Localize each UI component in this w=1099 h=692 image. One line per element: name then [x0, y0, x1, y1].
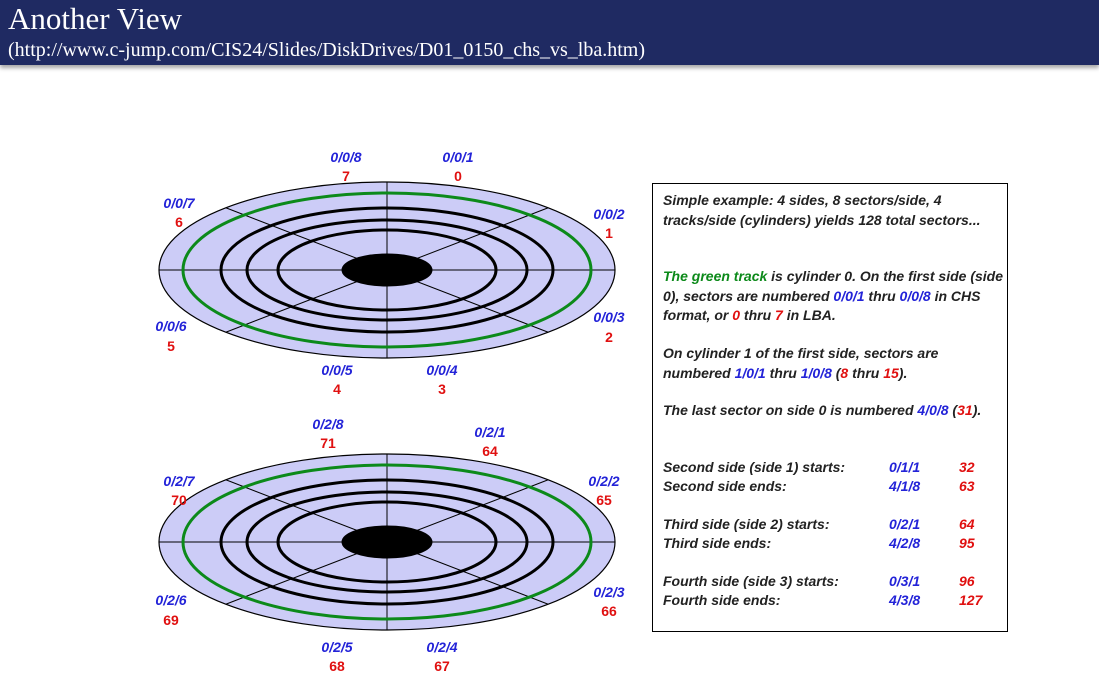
- text-run: thru: [864, 287, 900, 304]
- lba-value: 15: [883, 364, 899, 381]
- text-run: ).: [898, 364, 908, 381]
- side-range-lba: 95: [959, 535, 975, 551]
- text-run: On cylinder 1 of the first side, sectors are numbered: [663, 345, 939, 381]
- sector-chs-label: 0/2/6: [155, 592, 187, 608]
- side-range-lba: 32: [959, 459, 975, 475]
- side-range-lba: 127: [959, 592, 983, 608]
- info-box: [652, 183, 1008, 632]
- lba-value: 7: [775, 307, 783, 323]
- sector-chs-label: 0/0/2: [593, 206, 625, 222]
- sector-chs-label: 0/2/5: [321, 639, 353, 655]
- info-paragraph-summary: Simple example: 4 sides, 8 sectors/side, 4 tracks/side (cylinders) yields 128 total sectors...: [663, 192, 981, 228]
- sector-chs-label: 0/2/8: [312, 416, 344, 432]
- chs-value: 1/0/1: [734, 364, 766, 381]
- side-range-chs: 4/2/8: [889, 535, 921, 551]
- chs-value: 0/0/8: [899, 287, 931, 304]
- sector-chs-label: 0/0/4: [426, 362, 458, 378]
- text-run: thru: [848, 364, 884, 381]
- chs-value: 4/0/8: [917, 402, 949, 418]
- sector-chs-label: 0/2/4: [426, 639, 458, 655]
- sector-lba-label: 70: [171, 492, 187, 508]
- chs-value: 1/0/8: [800, 364, 832, 381]
- info-paragraph-cylinder-1: [663, 344, 1003, 383]
- text-run: ).: [972, 402, 982, 418]
- info-paragraph-green-track: [663, 267, 1003, 326]
- text-run: thru: [765, 364, 801, 381]
- sector-lba-label: 1: [605, 225, 613, 241]
- sector-chs-label: 0/2/3: [593, 584, 625, 600]
- sector-chs-label: 0/0/1: [442, 149, 474, 165]
- sector-lba-label: 0: [454, 168, 462, 184]
- text-run: in LBA.: [782, 307, 836, 323]
- side-range-label: Second side (side 1) starts:: [663, 459, 846, 475]
- sector-lba-label: 5: [167, 338, 175, 354]
- side-range-label: Fourth side ends:: [663, 592, 781, 608]
- sector-lba-label: 71: [320, 435, 336, 451]
- sector-lba-label: 3: [438, 381, 446, 397]
- sector-chs-label: 0/2/2: [588, 473, 620, 489]
- sector-lba-label: 6: [175, 214, 183, 230]
- sector-chs-label: 0/2/7: [163, 473, 195, 489]
- sector-chs-label: 0/0/8: [330, 149, 362, 165]
- sector-lba-label: 66: [601, 603, 617, 619]
- side-range-label: Fourth side (side 3) starts:: [663, 573, 839, 589]
- green-track-label: The green track: [663, 268, 768, 284]
- slide-subtitle-url: (http://www.c-jump.com/CIS24/Slides/DiskDrives/D01_0150_chs_vs_lba.htm): [8, 39, 646, 61]
- disk-platter-side-2: [159, 454, 615, 630]
- text-run: thru: [740, 307, 776, 323]
- side-range-label: Second side ends:: [663, 478, 787, 494]
- side-range-lba: 63: [959, 478, 975, 494]
- sector-chs-label: 0/0/3: [593, 309, 625, 325]
- sector-chs-label: 0/0/5: [321, 362, 353, 378]
- sector-chs-label: 0/2/1: [474, 424, 506, 440]
- sector-lba-label: 4: [333, 381, 341, 397]
- info-paragraph-last-sector: [663, 401, 1003, 421]
- text-run: in CHS format, or: [663, 287, 981, 323]
- side-range-lba: 64: [959, 516, 975, 532]
- text-run: (: [831, 364, 841, 381]
- text-run: The last sector on side 0 is numbered: [663, 402, 918, 418]
- sector-lba-label: 67: [434, 658, 450, 674]
- text-run: (: [948, 402, 958, 418]
- side-range-chs: 0/3/1: [889, 573, 921, 589]
- lba-value: 8: [840, 364, 849, 381]
- lba-value: 0: [732, 307, 741, 323]
- side-range-label: Third side ends:: [663, 535, 772, 551]
- side-range-chs: 4/3/8: [889, 592, 921, 608]
- side-range-label: Third side (side 2) starts:: [663, 516, 830, 532]
- disk-platter-side-0: [159, 182, 615, 358]
- sector-lba-label: 2: [605, 329, 613, 345]
- slide-title: Another View: [8, 1, 183, 36]
- spindle-hub: [342, 526, 432, 558]
- side-range-chs: 4/1/8: [889, 478, 921, 494]
- sector-lba-label: 64: [482, 443, 498, 459]
- lba-value: 31: [957, 402, 973, 418]
- chs-value: 0/0/1: [833, 287, 865, 304]
- sector-lba-label: 7: [342, 168, 350, 184]
- sector-lba-label: 65: [596, 492, 612, 508]
- sector-lba-label: 68: [329, 658, 345, 674]
- side-range-lba: 96: [959, 573, 975, 589]
- side-range-chs: 0/1/1: [889, 459, 921, 475]
- sector-chs-label: 0/0/6: [155, 318, 187, 334]
- text-run: is cylinder 0. On the first side (side 0), sectors are numbered: [663, 268, 1004, 304]
- sector-chs-label: 0/0/7: [163, 195, 195, 211]
- sector-lba-label: 69: [163, 612, 179, 628]
- spindle-hub: [342, 254, 432, 286]
- side-range-chs: 0/2/1: [889, 516, 921, 532]
